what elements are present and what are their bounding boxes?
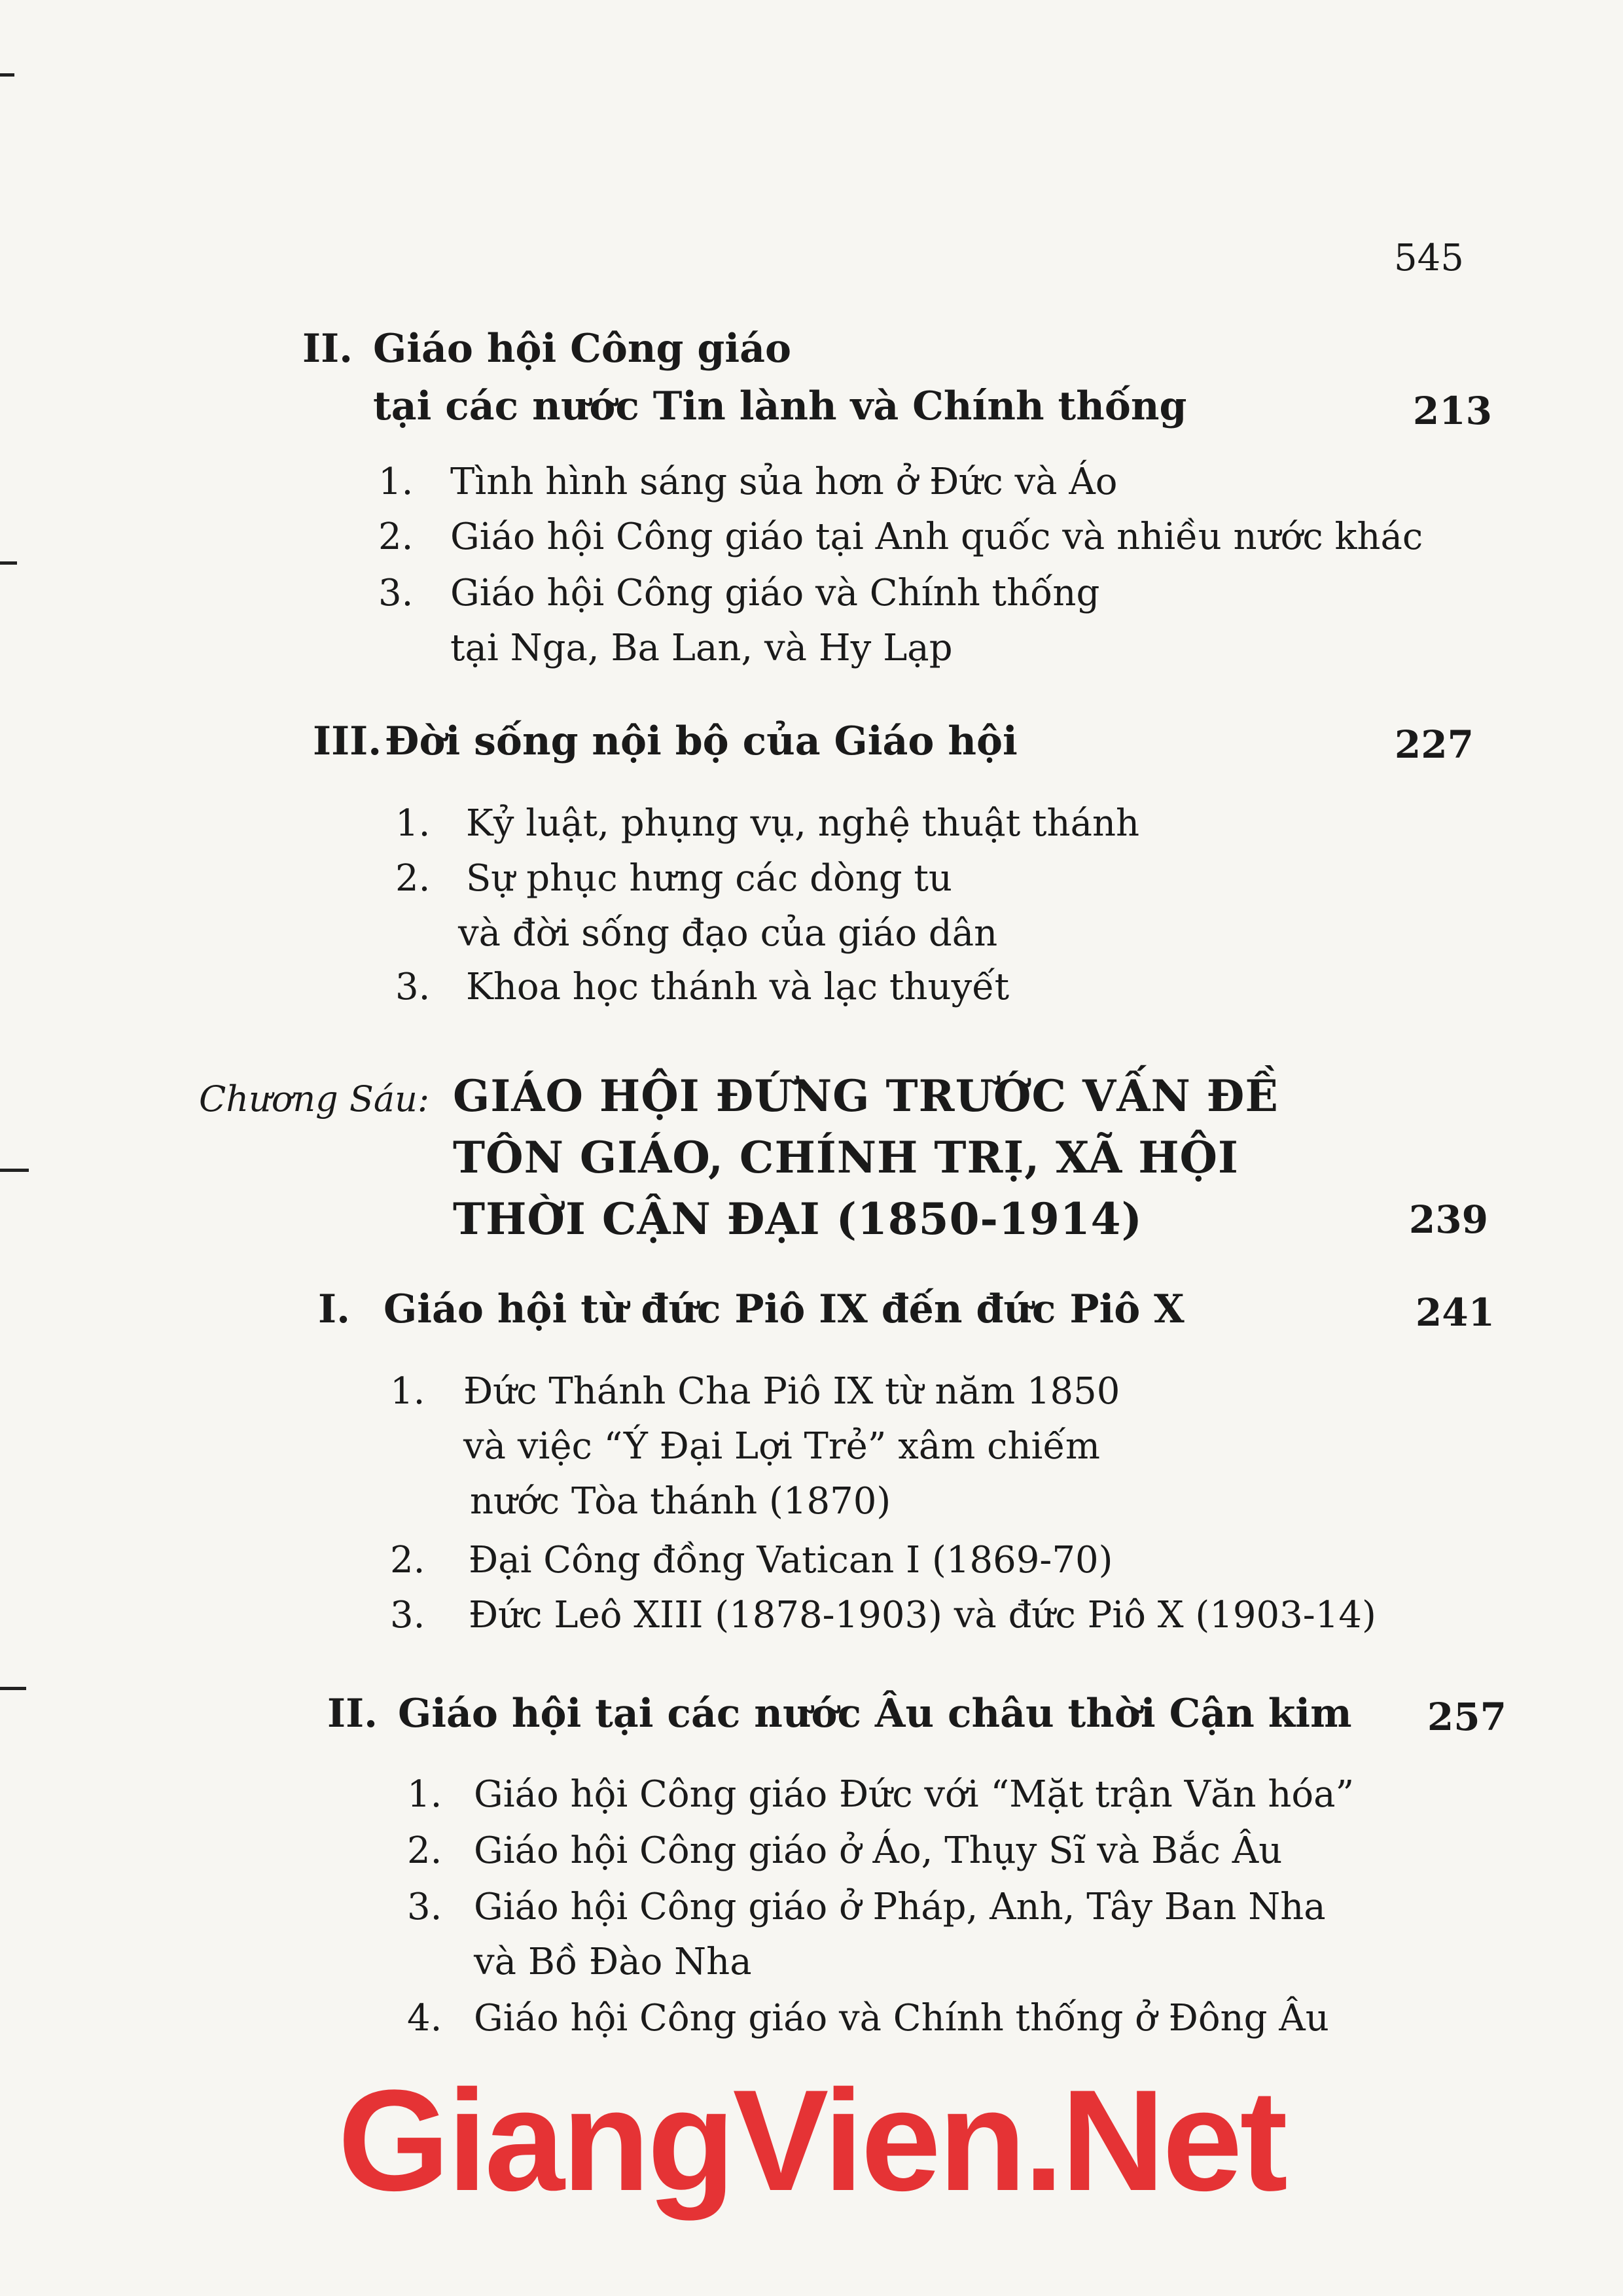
scan-mark: [0, 73, 14, 77]
section-heading-title: tại các nước Tin lành và Chính thống: [373, 383, 1187, 429]
item-text: Giáo hội Công giáo Đức với “Mặt trận Văn hóa”: [474, 1773, 1355, 1816]
section-page: 213: [1412, 389, 1492, 433]
item-text: tại Nga, Ba Lan, và Hy Lạp: [450, 627, 953, 669]
chapter-title: GIÁO HỘI ĐỨNG TRƯỚC VẤN ĐỀ: [453, 1070, 1279, 1122]
item-number: 2.: [390, 1539, 425, 1581]
page-number: 545: [1394, 237, 1464, 279]
section-page: 227: [1394, 722, 1474, 767]
chapter-title: THỜI CẬN ĐẠI (1850-1914): [453, 1193, 1143, 1245]
item-number: 2.: [407, 1829, 442, 1872]
item-text: Giáo hội Công giáo và Chính thống ở Đông Âu: [474, 1997, 1329, 2040]
item-text: Kỷ luật, phụng vụ, nghệ thuật thánh: [466, 802, 1140, 845]
scan-mark: [0, 1687, 26, 1690]
item-number: 1.: [378, 461, 414, 503]
item-text: Đức Leô XIII (1878-1903) và đức Piô X (1903-14): [469, 1594, 1376, 1636]
item-text: Giáo hội Công giáo và Chính thống: [450, 572, 1100, 614]
section-heading-title: Đời sống nội bộ của Giáo hội: [385, 718, 1018, 764]
section-heading-title: Giáo hội từ đức Piô IX đến đức Piô X: [383, 1286, 1185, 1332]
item-text: Giáo hội Công giáo tại Anh quốc và nhiều nước khác: [450, 516, 1423, 558]
section-heading-roman: II.: [302, 326, 353, 372]
chapter-title: TÔN GIÁO, CHÍNH TRỊ, XÃ HỘI: [453, 1132, 1239, 1183]
item-number: 3.: [378, 572, 414, 614]
item-number: 2.: [395, 857, 431, 900]
item-number: 3.: [395, 966, 431, 1008]
item-number: 3.: [390, 1594, 425, 1636]
section-page: 241: [1415, 1290, 1495, 1335]
item-text: Đại Công đồng Vatican I (1869-70): [469, 1539, 1113, 1581]
item-number: 1.: [395, 802, 431, 845]
item-text: và Bồ Đào Nha: [474, 1941, 752, 1983]
section-heading-title: Giáo hội tại các nước Âu châu thời Cận kim: [398, 1691, 1352, 1737]
item-text: Sự phục hưng các dòng tu: [466, 857, 952, 900]
item-text: và việc “Ý Đại Lợi Trẻ” xâm chiếm: [463, 1425, 1100, 1468]
scan-mark: [0, 1169, 29, 1172]
section-heading-title: Giáo hội Công giáo: [373, 326, 792, 372]
chapter-page: 239: [1408, 1197, 1488, 1242]
item-text: và đời sống đạo của giáo dân: [458, 912, 998, 955]
item-text: Khoa học thánh và lạc thuyết: [466, 966, 1010, 1008]
item-text: Giáo hội Công giáo ở Pháp, Anh, Tây Ban Nha: [474, 1886, 1326, 1928]
section-heading-roman: II.: [327, 1691, 378, 1737]
section-heading-roman: III.: [313, 718, 382, 764]
item-number: 4.: [407, 1997, 442, 2040]
item-text: nước Tòa thánh (1870): [470, 1480, 891, 1523]
item-number: 1.: [407, 1773, 442, 1816]
item-number: 1.: [390, 1370, 425, 1413]
item-text: Tình hình sáng sủa hơn ở Đức và Áo: [450, 461, 1118, 503]
item-number: 3.: [407, 1886, 442, 1928]
chapter-label: Chương Sáu:: [199, 1078, 430, 1120]
scan-mark: [0, 561, 17, 565]
watermark-logo: GiangVien.Net: [338, 2060, 1285, 2221]
item-text: Giáo hội Công giáo ở Áo, Thụy Sĩ và Bắc Âu: [474, 1829, 1283, 1872]
section-page: 257: [1427, 1695, 1507, 1739]
item-number: 2.: [378, 516, 414, 558]
section-heading-roman: I.: [318, 1286, 350, 1332]
item-text: Đức Thánh Cha Piô IX từ năm 1850: [463, 1370, 1120, 1413]
